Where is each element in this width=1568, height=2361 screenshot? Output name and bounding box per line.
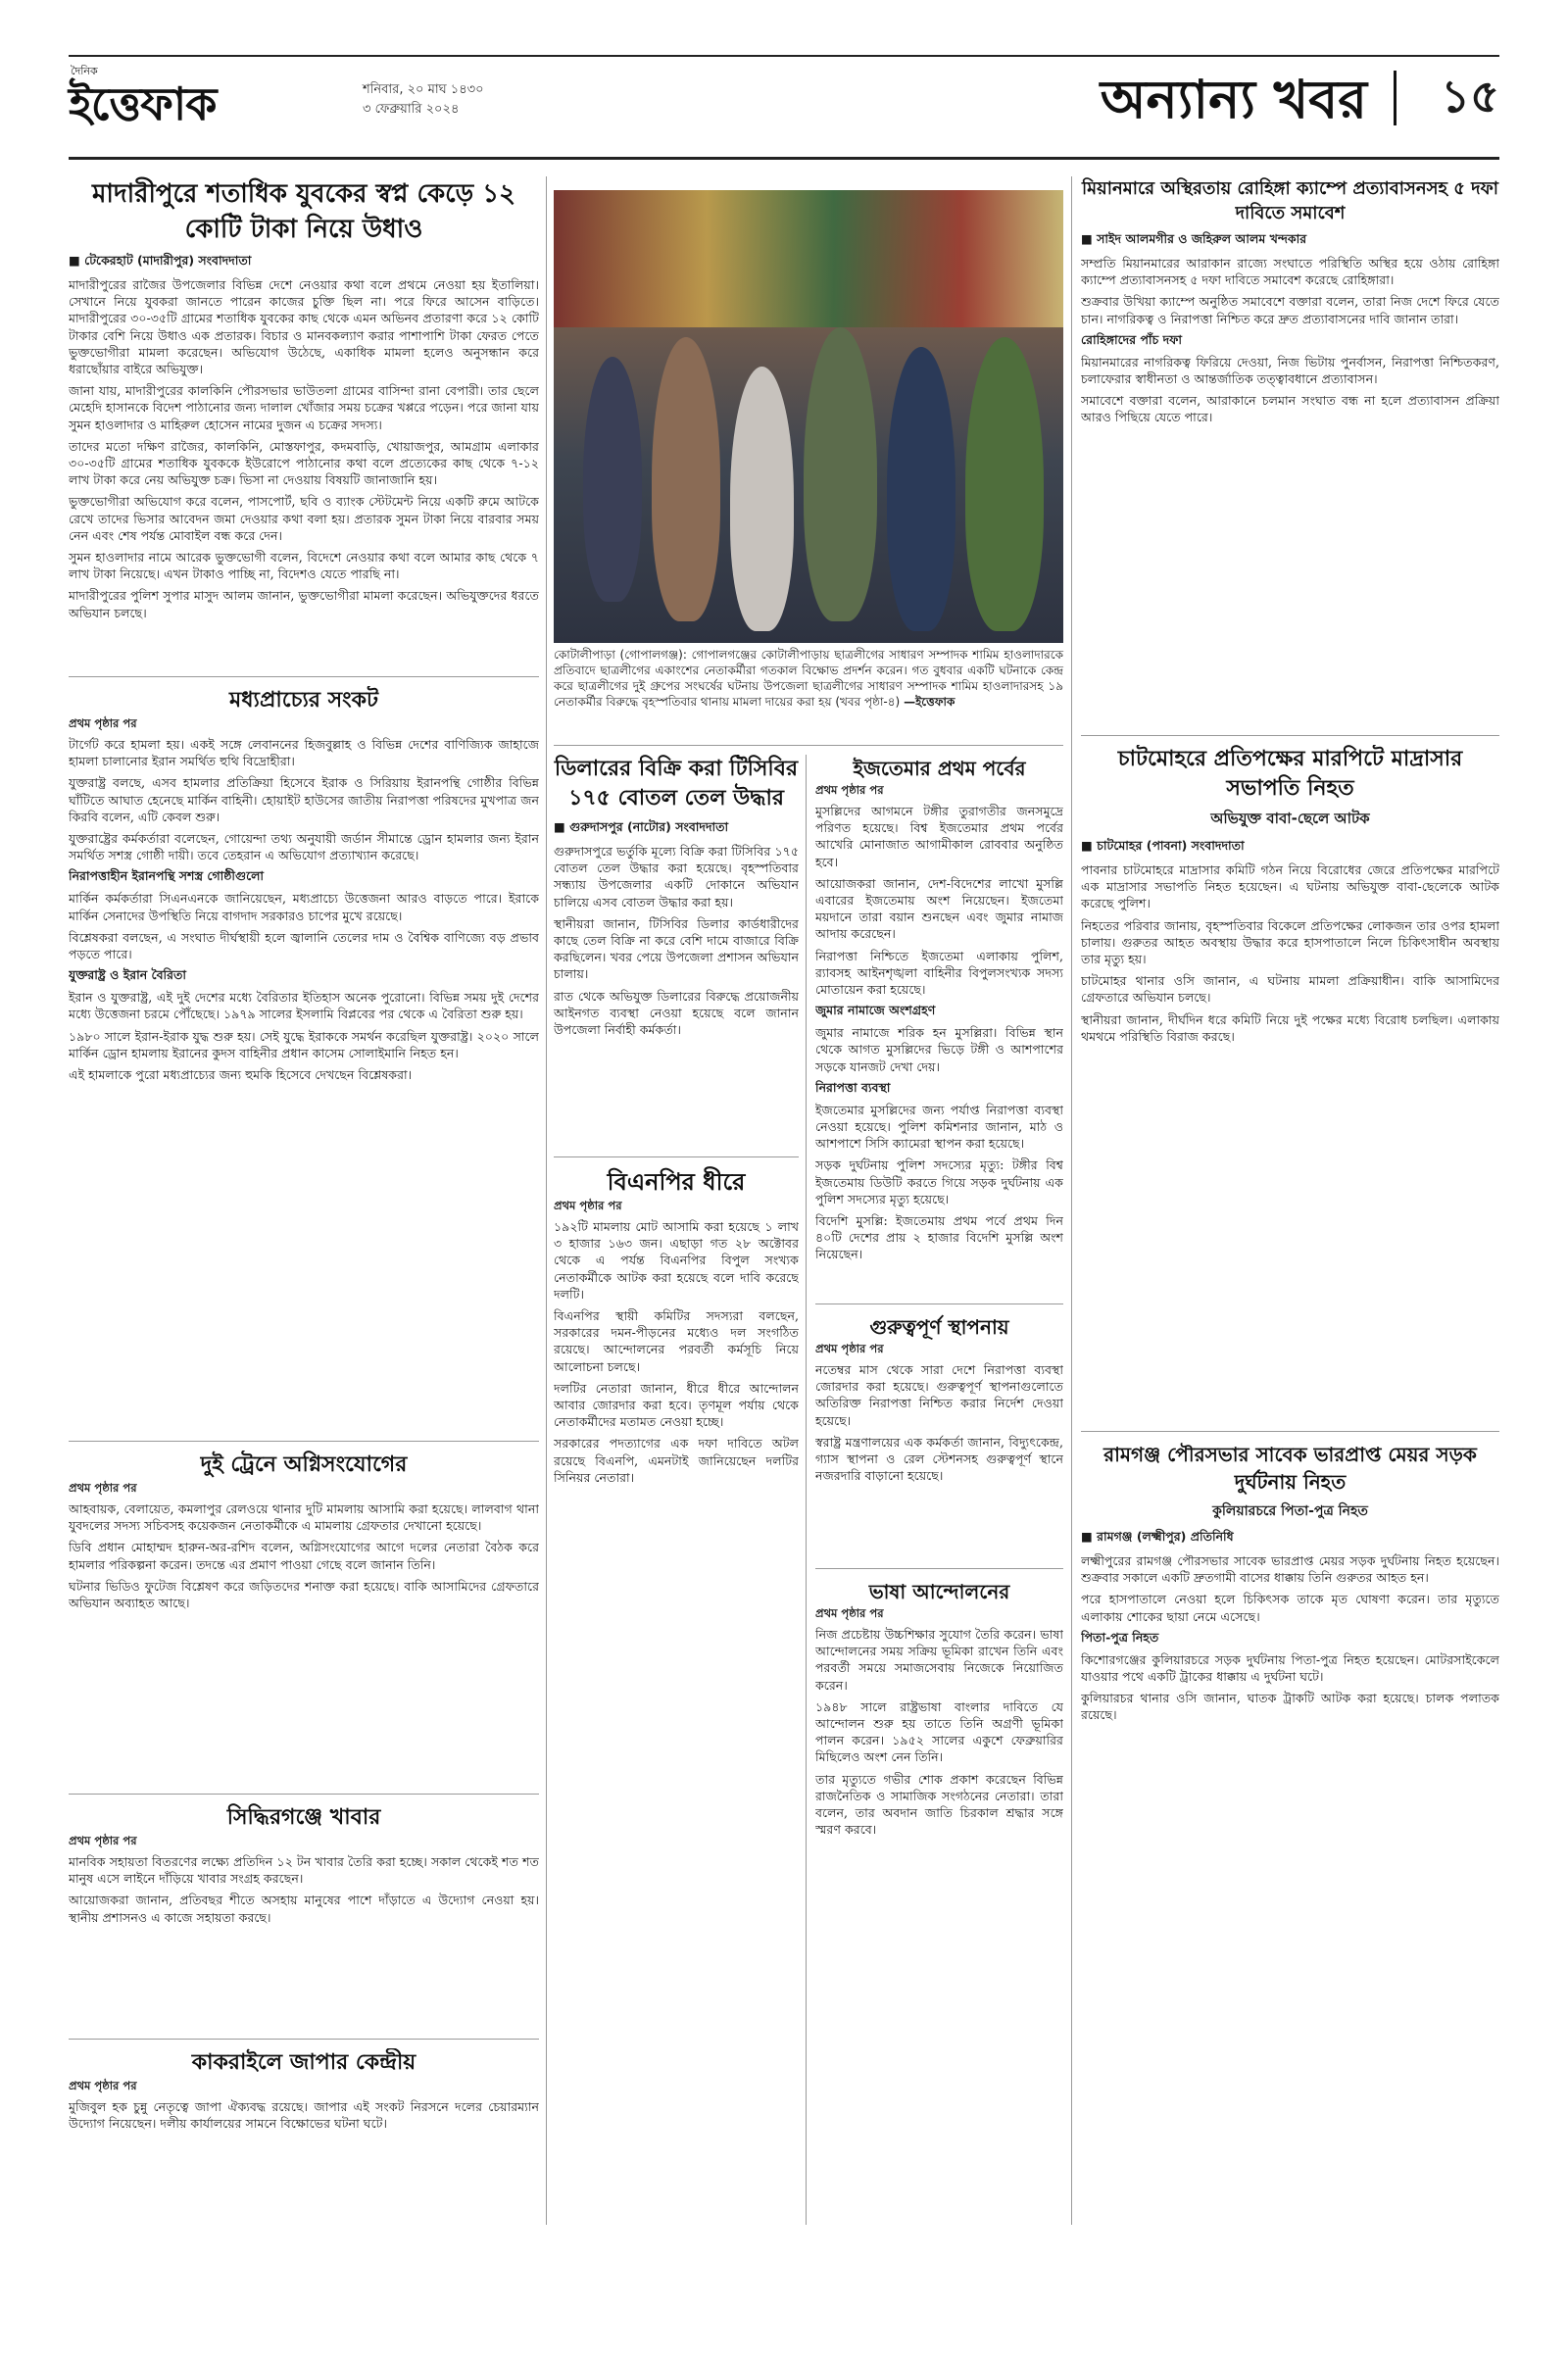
divider xyxy=(815,1568,1063,1569)
ijtema-subhead: নিরাপত্তা ব্যবস্থা xyxy=(815,1079,891,1095)
photo-figure xyxy=(652,337,720,621)
photo-figure xyxy=(730,367,794,631)
news-photo xyxy=(554,190,1063,643)
divider xyxy=(554,745,1063,746)
date-box xyxy=(363,80,484,120)
rohingya-byline: ■ সাইদ আলমগীর ও জহিরুল আলম খন্দকার xyxy=(1081,231,1307,246)
ijtema-continued: প্রথম পৃষ্ঠার পর xyxy=(815,783,884,797)
mideast-para: যুক্তরাষ্ট্র বলছে, এসব হামলার প্রতিক্রিয়া হিসেবে ইরাক ও সিরিয়ায় ইরানপন্থি গোষ্ঠীর বিভিন্ন ঘাঁটিতে আঘাত হেনেছে মার্কিন বাহিনী। হোয়াইট হাউসের জাতীয় নিরাপত্তা পরিষদের মুখপাত্র জন কিরবি বলেন, এটি কেবল শুরু। xyxy=(69,775,539,824)
chatmohar-story xyxy=(1081,745,1499,1421)
chatmohar-para: স্থানীয়রা জানান, দীর্ঘদিন ধরে কমিটি নিয়ে দুই পক্ষের মধ্যে বিরোধ চলছিল। এলাকায় থমথমে পরিস্থিতি বিরাজ করছে। xyxy=(1081,1011,1499,1044)
ramgonj-para: লক্ষ্মীপুরের রামগঞ্জ পৌরসভার সাবেক ভারপ্রাপ্ত মেয়র সড়ক দুর্ঘটনায় নিহত হয়েছেন। শুক্রবার সকালে একটি দ্রুতগামী বাসের ধাক্কায় তিনি গুরুতর আহত হন। xyxy=(1081,1553,1499,1586)
mideast-para: টার্গেট করে হামলা হয়। একই সঙ্গে লেবাননের হিজবুল্লাহ ও বিভিন্ন দেশের বাণিজ্যিক জাহাজে হামলা চালানোর ইরান সমর্থিত হুথি বিদ্রোহীরা। xyxy=(69,737,539,769)
bnp-continued: প্রথম পৃষ্ঠার পর xyxy=(554,1199,622,1212)
lead-para: ভুক্তভোগীরা অভিযোগ করে বলেন, পাসপোর্ট, ছবি ও ব্যাংক স্টেটমেন্ট নিয়ে একটি রুমে আটকে রেখে তাদের ভিসার আবেদন জমা দেওয়ার কথা বলা হয়। প্রতারক সুমন টাকা নিয়ে বারবার সময় নেন এবং শেষ পর্যন্ত মোবাইল বন্ধ করে দেন। xyxy=(69,494,539,543)
trains-story xyxy=(69,1451,539,1784)
mideast-para: বিশ্লেষকরা বলছেন, এ সংঘাত দীর্ঘস্থায়ী হলে জ্বালানি তেলের দাম ও বৈশ্বিক বাণিজ্যে বড় প্রভাব পড়তে পারে। xyxy=(69,929,539,962)
kakrail-para: মুজিবুল হক চুন্নু নেতৃত্বে জাপা ঐক্যবদ্ধ রয়েছে। জাপার এই সংকট নিরসনে দলের চেয়ারম্যান উদ্যোগ নিয়েছেন। দলীয় কার্যালয়ের সামনে বিক্ষোভের ঘটনা ঘটে। xyxy=(69,2099,539,2132)
important-para: নতেম্বর মাস থেকে সারা দেশে নিরাপত্তা ব্যবস্থা জোরদার করা হয়েছে। গুরুত্বপূর্ণ স্থাপনাগুলোতে অতিরিক্ত নিরাপত্তা নিশ্চিত করার নির্দেশ দেওয়া হয়েছে। xyxy=(815,1362,1063,1428)
divider xyxy=(815,1303,1063,1304)
chatmohar-para: নিহতের পরিবার জানায়, বৃহস্পতিবার বিকেলে প্রতিপক্ষের লোকজন তার ওপর হামলা চালায়। গুরুতর আহত অবস্থায় উদ্ধার করে হাসপাতালে নিলে চিকিৎসাধীন অবস্থায় তার মৃত্যু হয়। xyxy=(1081,917,1499,967)
trains-para: আহবায়ক, বেলায়েত, কমলাপুর রেলওয়ে থানার দুটি মামলায় আসামি করা হয়েছে। লালবাগ থানা যুবদলের সদস্য সচিবসহ কয়েকজন নেতাকর্মীকে এ মামলায় গ্রেফতার দেখানো হয়েছে। xyxy=(69,1501,539,1534)
ijtema-story xyxy=(815,755,1063,1294)
trains-headline: দুই ট্রেনে অগ্নিসংযোগের xyxy=(200,1452,408,1477)
sylhet-para: আয়োজকরা জানান, প্রতিবছর শীতে অসহায় মানুষের পাশে দাঁড়াতে এ উদ্যোগ নেওয়া হয়। স্থানীয় প্রশাসনও এ কাজে সহায়তা করছে। xyxy=(69,1893,539,1925)
sylhet-continued: প্রথম পৃষ্ঠার পর xyxy=(69,1834,137,1847)
mideast-subhead: নিরাপত্তাহীন ইরানপন্থি সশস্ত্র গোষ্ঠীগুলো xyxy=(69,868,265,884)
column-rule xyxy=(1071,176,1072,2225)
logo-small: দৈনিক xyxy=(71,65,98,77)
language-story xyxy=(815,1578,1063,2205)
divider xyxy=(554,1156,799,1157)
ijtema-para: আয়োজকরা জানান, দেশ-বিদেশের লাখো মুসল্লি এবারের ইজতেমায় অংশ নিয়েছেন। ইজতেমা ময়দানে তারা বয়ান শুনছেন এবং জুমার নামাজ আদায় করেছেন। xyxy=(815,875,1063,942)
column-rule xyxy=(806,755,807,2225)
mideast-para: ১৯৮০ সালে ইরান-ইরাক যুদ্ধ শুরু হয়। সেই যুদ্ধে ইরাককে সমর্থন করেছিল যুক্তরাষ্ট্র। ২০২০ সালে মার্কিন ড্রোন হামলায় ইরানের কুদস বাহিনীর প্রধান কাসেম সোলাইমানি নিহত হন। xyxy=(69,1028,539,1060)
column-rule xyxy=(546,176,547,2225)
mideast-subhead: যুক্তরাষ্ট্র ও ইরান বৈরিতা xyxy=(69,967,186,983)
chatmohar-byline: ■ চাটমোহর (পাবনা) সংবাদদাতা xyxy=(1081,838,1245,853)
photo-figure xyxy=(804,327,877,621)
chatmohar-headline: চাটমোহরে প্রতিপক্ষের মারপিটে মাদ্রাসার সভাপতি নিহত xyxy=(1117,747,1463,801)
date-bangla: শনিবার, ২০ মাঘ ১৪৩০ xyxy=(363,82,484,97)
section-title: অন্যান্য খবর xyxy=(1100,69,1367,130)
lead-para: তাদের মতো দক্ষিণ রাজৈর, কালকিনি, মোস্তফাপুর, কদমবাড়ি, খোয়াজপুর, আমগ্রাম এলাকার ৩০-৩৫টি গ্রামের শতাধিক যুবককে ইউরোপে পাঠানোর কথা বলে প্রত্যেকের কাছ থেকে ৭-১২ লাখ টাকা করে নেয় অভিযুক্ত চক্র। ভিসা না দেওয়ায় বিষয়টি জানাজানি হয়। xyxy=(69,438,539,488)
ramgonj-para: পরে হাসপাতালে নেওয়া হলে চিকিৎসক তাকে মৃত ঘোষণা করেন। তার মৃত্যুতে এলাকায় শোকের ছায়া নেমে এসেছে। xyxy=(1081,1592,1499,1624)
rohingya-story xyxy=(1081,176,1499,725)
logo-text: ইত্তেফাক xyxy=(69,77,217,130)
mideast-para: ইরান ও যুক্তরাষ্ট্র, এই দুই দেশের মধ্যে বৈরিতার ইতিহাস অনেক পুরোনো। বিভিন্ন সময় দুই দেশের মধ্যে উত্তেজনা চরমে পৌঁছেছে। ১৯৭৯ সালের ইসলামি বিপ্লবের পর থেকে এ বৈরিতা শুরু হয়। xyxy=(69,990,539,1022)
kakrail-continued: প্রথম পৃষ্ঠার পর xyxy=(69,2079,137,2092)
ramgonj-byline: ■ রামগঞ্জ (লক্ষ্মীপুর) প্রতিনিধি xyxy=(1081,1529,1234,1544)
ramgonj-subtitle: কুলিয়ারচরে পিতা-পুত্র নিহত xyxy=(1212,1503,1368,1519)
dealer-story xyxy=(554,755,799,1147)
ijtema-para: সড়ক দুর্ঘটনায় পুলিশ সদস্যের মৃত্যু: টঙ্গীর বিশ্ব ইজতেমায় ডিউটি করতে গিয়ে সড়ক দুর্ঘটনায় এক পুলিশ সদস্যের মৃত্যু হয়েছে। xyxy=(815,1157,1063,1206)
lead-para: জানা যায়, মাদারীপুরের কালকিনি পৌরসভার ভাউতলা গ্রামের বাসিন্দা রানা বেপারী। তার ছেলে মেহেদি হাসানকে বিদেশ পাঠানোর জন্য দালাল খোঁজার সময় চক্রের খপ্পরে পড়েন। পরে জানা যায় সুমন হাওলাদার ও মাহিরুল হোসেন নামের দুজন এ চক্রের সদস্য। xyxy=(69,383,539,432)
sylhet-para: মানবিক সহায়তা বিতরণের লক্ষ্যে প্রতিদিন ১২ টন খাবার তৈরি করা হচ্ছে। সকাল থেকেই শত শত মানুষ এসে লাইনে দাঁড়িয়ে খাবার সংগ্রহ করছেন। xyxy=(69,1854,539,1887)
chatmohar-para: চাটমোহর থানার ওসি জানান, এ ঘটনায় মামলা প্রক্রিয়াধীন। বাকি আসামিদের গ্রেফতারে অভিযান চলছে। xyxy=(1081,973,1499,1006)
divider xyxy=(1081,735,1499,736)
dealer-headline: ডিলারের বিক্রি করা টিসিবির ১৭৫ বোতল তেল উদ্ধার xyxy=(554,757,799,811)
divider xyxy=(1081,1431,1499,1432)
lead-headline: মাদারীপুরে শতাধিক যুবকের স্বপ্ন কেড়ে ১২ কোটি টাকা নিয়ে উধাও xyxy=(91,179,516,244)
kakrail-headline: কাকরাইলে জাপার কেন্দ্রীয় xyxy=(191,2050,416,2075)
bnp-para: ১৯২টি মামলায় মোট আসামি করা হয়েছে ১ লাখ ৩ হাজার ১৬৩ জন। এছাড়া গত ২৮ অক্টোবর থেকে এ পর্যন্ত বিএনপির বিপুল সংখ্যক নেতাকর্মীকে আটক করা হয়েছে বলে দাবি করেছে দলটি। xyxy=(554,1219,799,1302)
language-continued: প্রথম পৃষ্ঠার পর xyxy=(815,1606,884,1620)
lead-para: মাদারীপুরের রাজৈর উপজেলার বিভিন্ন দেশে নেওয়ার কথা বলে প্রথমে নেওয়া হয় ইতালিয়া। সেখানে নিয়ে যুবকরা জানতে পারেন কাজের চুক্তি ছিল না। পরে ফিরে আসেন বাড়িতে। মাদারীপুরের ৩০-৩৫টি গ্রামের শতাধিক যুবকের কাছ থেকে এমন অভিনব প্রতারণা করে ১২ কোটি টাকার বেশি নিয়ে উধাও এক প্রতারক। বিচার ও মানবকল্যাণ করার পাশাপাশি টাকা ফেরত পেতে ভুক্তভোগীরা মামলা করেছেন। অভিযোগ উঠেছে, একাধিক মামলা হলেও অনুসন্ধান করে ধরাছোঁয়ার বাইরে অভিযুক্ত। xyxy=(69,277,539,377)
page-number: ১৫ xyxy=(1441,70,1499,123)
ijtema-headline: ইজতেমার প্রথম পর্বের xyxy=(853,757,1026,780)
dealer-para: গুরুদাসপুরে ভর্তুকি মূল্যে বিক্রি করা টিসিবির ১৭৫ বোতল তেল উদ্ধার করা হয়েছে। বৃহস্পতিবার সন্ধ্যায় উপজেলার একটি দোকানে অভিযান চালিয়ে এসব বোতল উদ্ধার করা হয়। xyxy=(554,844,799,910)
chatmohar-subtitle: অভিযুক্ত বাবা-ছেলে আটক xyxy=(1210,810,1370,827)
caption-text: কোটালীপাড়া (গোপালগঞ্জ): গোপালগঞ্জের কোটালীপাড়ায় ছাত্রলীগের সাধারণ সম্পাদক শামিম হাওলাদারকে প্রতিবাদে ছাত্রলীগের একাংশের নেতাকর্মীরা গতকাল বিক্ষোভ প্রদর্শন করেন। গত বুধবার একটি ঘটনাকে কেন্দ্র করে ছাত্রলীগের দুই গ্রুপের সংঘর্ষের ঘটনায় উপজেলা ছাত্রলীগের সাধারণ সম্পাদক শামিম হাওলাদারসহ ১৯ নেতাকর্মীর বিরুদ্ধে বৃহস্পতিবার থানায় মামলা দায়ের করা হয় (খবর পৃষ্ঠা-৪) xyxy=(554,648,1063,709)
photo-background-wall xyxy=(554,190,1063,327)
lead-para: সুমন হাওলাদার নামে আরেক ভুক্তভোগী বলেন, বিদেশে নেওয়ার কথা বলে আমার কাছ থেকে ৭ লাখ টাকা নিয়েছে। এখন টাকাও পাচ্ছি না, বিদেশও যেতে পারছি না। xyxy=(69,550,539,582)
ijtema-para: নিরাপত্তা নিশ্চিতে ইজতেমা এলাকায় পুলিশ, র‍্যাবসহ আইনশৃঙ্খলা বাহিনীর বিপুলসংখ্যক সদস্য মোতায়েন করা হয়েছে। xyxy=(815,948,1063,998)
ijtema-subhead: জুমার নামাজে অংশগ্রহণ xyxy=(815,1003,936,1018)
ramgonj-headline: রামগঞ্জ পৌরসভার সাবেক ভারপ্রাপ্ত মেয়র সড়ক দুর্ঘটনায় নিহত xyxy=(1103,1443,1477,1494)
mideast-story xyxy=(69,686,539,1431)
newspaper-logo xyxy=(69,65,217,145)
date-english: ৩ ফেব্রুয়ারি ২০২৪ xyxy=(363,102,460,117)
bnp-story xyxy=(554,1166,799,2205)
photo-figure xyxy=(965,337,1044,631)
mideast-continued: প্রথম পৃষ্ঠার পর xyxy=(69,716,137,730)
ramgonj-story xyxy=(1081,1441,1499,2205)
lead-para: মাদারীপুরের পুলিশ সুপার মাসুদ আলম জানান, ভুক্তভোগীরা মামলা করেছেন। অভিযুক্তদের ধরতে অভিযান চলছে। xyxy=(69,588,539,620)
rohingya-headline: মিয়ানমারে অস্থিরতায় রোহিঙ্গা ক্যাম্পে প্রত্যাবাসনসহ ৫ দফা দাবিতে সমাবেশ xyxy=(1082,178,1498,223)
header-bottom-rule xyxy=(69,157,1499,160)
photo-caption xyxy=(554,647,1063,710)
divider xyxy=(69,2039,539,2040)
lead-byline: ■ টেকেরহাট (মাদারীপুর) সংবাদদাতা xyxy=(69,253,252,268)
trains-para: ঘটনার ভিডিও ফুটেজ বিশ্লেষণ করে জড়িতদের শনাক্ত করা হয়েছে। বাকি আসামিদের গ্রেফতারে অভিযান অব্যাহত আছে। xyxy=(69,1578,539,1611)
sylhet-story xyxy=(69,1803,539,2029)
ramgonj-para: কুলিয়ারচর থানার ওসি জানান, ঘাতক ট্রাকটি আটক করা হয়েছে। চালক পলাতক রয়েছে। xyxy=(1081,1691,1499,1723)
chatmohar-para: পাবনার চাটমোহরে মাদ্রাসার কমিটি গঠন নিয়ে বিরোধের জেরে প্রতিপক্ষের মারপিটে এক মাদ্রাসার সভাপতি নিহত হয়েছেন। এ ঘটনায় অভিযুক্ত বাবা-ছেলেকে আটক করেছে পুলিশ। xyxy=(1081,862,1499,911)
rohingya-subhead: রোহিঙ্গাদের পাঁচ দফা xyxy=(1081,331,1182,347)
important-story xyxy=(815,1313,1063,1558)
language-para: নিজ প্রচেষ্টায় উচ্চশিক্ষার সুযোগ তৈরি করেন। ভাষা আন্দোলনের সময় সক্রিয় ভূমিকা রাখেন তিনি এবং পরবর্তী সময়ে সমাজসেবায় নিজেকে নিয়োজিত করেন। xyxy=(815,1627,1063,1693)
page-separator xyxy=(1394,71,1396,125)
rohingya-para: শুক্রবার উখিয়া ক্যাম্পে অনুষ্ঠিত সমাবেশে বক্তারা বলেন, তারা নিজ দেশে ফিরে যেতে চান। নাগরিকত্ব ও নিরাপত্তা নিশ্চিত করে দ্রুত প্রত্যাবাসনের দাবি জানান তারা। xyxy=(1081,294,1499,326)
rohingya-para: সমাবেশে বক্তারা বলেন, আরাকানে চলমান সংঘাত বন্ধ না হলে প্রত্যাবাসন প্রক্রিয়া আরও পিছিয়ে যেতে পারে। xyxy=(1081,393,1499,425)
important-headline: গুরুত্বপূর্ণ স্থাপনায় xyxy=(869,1315,1009,1339)
bnp-headline: বিএনপির ধীরে xyxy=(607,1168,746,1196)
trains-para: ডিবি প্রধান মোহাম্মদ হারুন-অর-রশিদ বলেন, অগ্নিসংযোগের আগে দলের নেতারা বৈঠক করে হামলার পরিকল্পনা করেন। তদন্তে এর প্রমাণ পাওয়া গেছে বলে জানান তিনি। xyxy=(69,1540,539,1572)
dealer-para: স্থানীয়রা জানান, টিসিবির ডিলার কার্ডধারীদের কাছে তেল বিক্রি না করে বেশি দামে বাজারে বিক্রি করছিলেন। খবর পেয়ে উপজেলা প্রশাসন অভিযান চালায়। xyxy=(554,915,799,982)
language-para: তার মৃত্যুতে গভীর শোক প্রকাশ করেছেন বিভিন্ন রাজনৈতিক ও সামাজিক সংগঠনের নেতারা। তারা বলেন, তার অবদান জাতি চিরকাল শ্রদ্ধার সঙ্গে স্মরণ করবে। xyxy=(815,1771,1063,1838)
mideast-headline: মধ্যপ্রাচ্যের সংকট xyxy=(229,688,378,713)
rohingya-para: সম্প্রতি মিয়ানমারের আরাকান রাজ্যে সংঘাতে পরিস্থিতি অস্থির হয়ে ওঠায় রোহিঙ্গা ক্যাম্পে প্রত্যাবাসনসহ ৫ দফা দাবিতে সমাবেশ করেছে রোহিঙ্গারা। xyxy=(1081,256,1499,288)
bnp-para: বিএনপির স্থায়ী কমিটির সদস্যরা বলছেন, সরকারের দমন-পীড়নের মধ্যেও দল সংগঠিত রয়েছে। আন্দোলনের পরবর্তী কর্মসূচি নিয়ে আলোচনা চলছে। xyxy=(554,1308,799,1374)
mideast-para: যুক্তরাষ্ট্রের কর্মকর্তারা বলেছেন, গোয়েন্দা তথ্য অনুযায়ী জর্ডান সীমান্তে ড্রোন হামলার জন্য ইরান সমর্থিত সশস্ত্র গোষ্ঠী দায়ী। তবে তেহরান এ অভিযোগ প্রত্যাখ্যান করেছে। xyxy=(69,831,539,863)
trains-continued: প্রথম পৃষ্ঠার পর xyxy=(69,1481,137,1495)
language-headline: ভাষা আন্দোলনের xyxy=(868,1580,1010,1603)
sylhet-headline: সিদ্ধিরগঞ্জে খাবার xyxy=(226,1805,381,1830)
photo-figure xyxy=(583,357,642,602)
ramgonj-subhead: পিতা-পুত্র নিহত xyxy=(1081,1629,1159,1645)
divider xyxy=(69,676,539,677)
ijtema-para: মুসল্লিদের আগমনে টঙ্গীর তুরাগতীর জনসমুদ্রে পরিণত হয়েছে। বিশ্ব ইজতেমার প্রথম পর্বের আখেরি মোনাজাত আগামীকাল রোববার অনুষ্ঠিত হবে। xyxy=(815,804,1063,869)
rohingya-para: মিয়ানমারের নাগরিকত্ব ফিরিয়ে দেওয়া, নিজ ভিটায় পুনর্বাসন, নিরাপত্তা নিশ্চিতকরণ, চলাফেরার স্বাধীনতা ও আন্তর্জাতিক তত্ত্বাবধানে প্রত্যাবাসন। xyxy=(1081,354,1499,387)
bnp-para: সরকারের পদত্যাগের এক দফা দাবিতে অটল রয়েছে বিএনপি, এমনটাই জানিয়েছেন দলটির সিনিয়র নেতারা। xyxy=(554,1436,799,1485)
photo-credit: —ইত্তেফাক xyxy=(904,695,956,709)
ijtema-para: ইজতেমার মুসল্লিদের জন্য পর্যাপ্ত নিরাপত্তা ব্যবস্থা নেওয়া হয়েছে। পুলিশ কমিশনার জানান, মাঠ ও আশপাশে সিসি ক্যামেরা স্থাপন করা হয়েছে। xyxy=(815,1102,1063,1152)
masthead xyxy=(69,59,1499,147)
photo-figure xyxy=(887,347,956,631)
ramgonj-para: কিশোরগঞ্জের কুলিয়ারচরে সড়ক দুর্ঘটনায় পিতা-পুত্র নিহত হয়েছেন। মোটরসাইকেলে যাওয়ার পথে একটি ট্রাকের ধাক্কায় এ দুর্ঘটনা ঘটে। xyxy=(1081,1651,1499,1685)
important-para: স্বরাষ্ট্র মন্ত্রণালয়ের এক কর্মকর্তা জানান, বিদ্যুৎকেন্দ্র, গ্যাস স্থাপনা ও রেল স্টেশনসহ গুরুত্বপূর্ণ স্থানে নজরদারি বাড়ানো হয়েছে। xyxy=(815,1434,1063,1484)
divider xyxy=(69,1441,539,1442)
mideast-para: এই হামলাকে পুরো মধ্যপ্রাচ্যের জন্য হুমকি হিসেবে দেখছেন বিশ্লেষকরা। xyxy=(69,1067,413,1083)
top-rule xyxy=(69,55,1499,57)
dealer-byline: ■ গুরুদাসপুর (নাটোর) সংবাদদাতা xyxy=(554,819,729,834)
divider xyxy=(69,1794,539,1795)
bnp-para: দলটির নেতারা জানান, ধীরে ধীরে আন্দোলন আবার জোরদার করা হবে। তৃণমূল পর্যায় থেকে নেতাকর্মীদের মতামত নেওয়া হচ্ছে। xyxy=(554,1380,799,1430)
kakrail-story xyxy=(69,2048,539,2205)
dealer-para: রাত থেকে অভিযুক্ত ডিলারের বিরুদ্ধে প্রয়োজনীয় আইনগত ব্যবস্থা নেওয়া হয়েছে বলে জানান উপজেলা নির্বাহী কর্মকর্তা। xyxy=(554,988,799,1038)
mideast-para: মার্কিন কর্মকর্তারা সিএনএনকে জানিয়েছেন, মধ্যপ্রাচ্যে উত্তেজনা আরও বাড়তে পারে। ইরাকে মার্কিন সেনাদের উপস্থিতি নিয়ে বাগদাদ সরকারও চাপের মুখে রয়েছে। xyxy=(69,891,539,923)
lead-story xyxy=(69,176,539,666)
important-continued: প্রথম পৃষ্ঠার পর xyxy=(815,1342,884,1355)
language-para: ১৯৪৮ সালে রাষ্ট্রভাষা বাংলার দাবিতে যে আন্দোলন শুরু হয় তাতে তিনি অগ্রণী ভূমিকা পালন করেন। ১৯৫২ সালের একুশে ফেব্রুয়ারির মিছিলেও অংশ নেন তিনি। xyxy=(815,1698,1063,1765)
ijtema-para: জুমার নামাজে শরিক হন মুসল্লিরা। বিভিন্ন স্থান থেকে আগত মুসল্লিদের ভিড়ে টঙ্গী ও আশপাশের সড়কে যানজট দেখা দেয়। xyxy=(815,1025,1063,1074)
ijtema-para: বিদেশি মুসল্লি: ইজতেমায় প্রথম পর্বে প্রথম দিন ৪০টি দেশের প্রায় ২ হাজার বিদেশি মুসল্লি অংশ নিয়েছেন। xyxy=(815,1213,1063,1262)
